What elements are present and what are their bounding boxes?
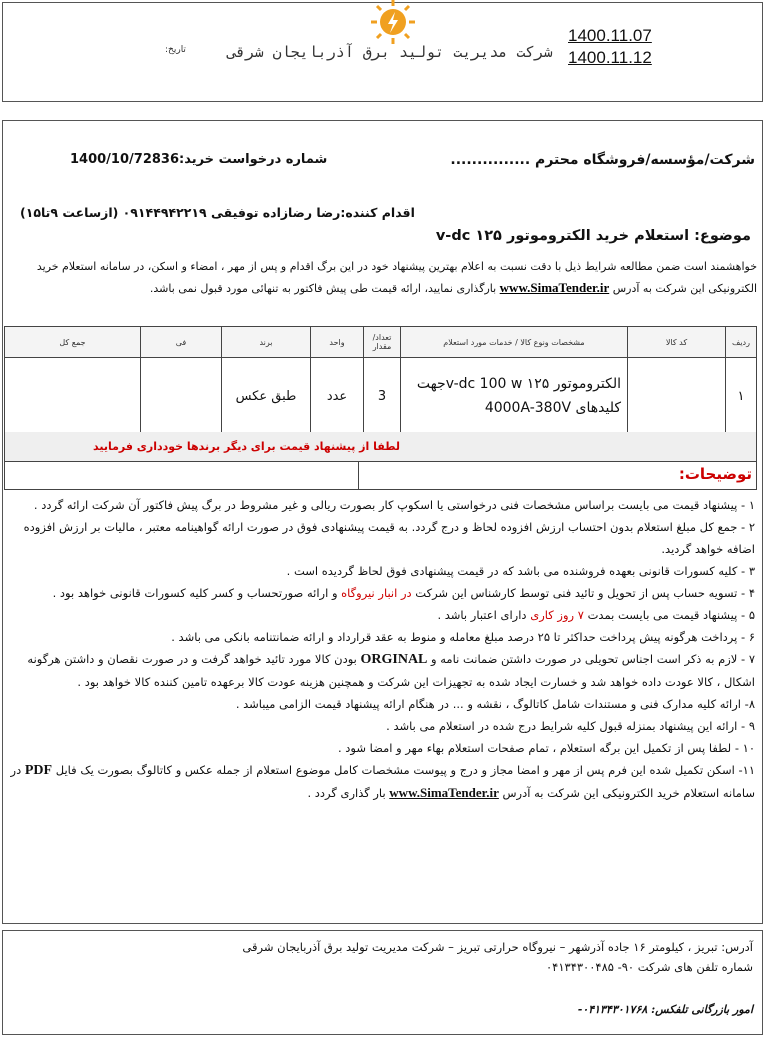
cell-description: الکتروموتور ۱۲۵ v-dc 100 wجهت کلیدهای 4000A-380V [401, 358, 628, 435]
addressee: شرکت/مؤسسه/فروشگاه محترم ............... [450, 152, 755, 168]
term-11-link[interactable]: www.SimaTender.ir [389, 785, 499, 800]
table-row [5, 358, 757, 435]
cell-brand: طبق عکس [222, 358, 311, 435]
term-5-part-b: دارای اعتبار باشد . [437, 608, 531, 622]
intro-text-1: خواهشمند است ضمن مطالعه شرایط ذیل با دقت نسبت به اعلام بهترین پیشنهاد خود در این برگ اقدام و پس از مهر ، امضاء و اسکن، در سامانه استعلام خرید الکترونیکی این شرکت به آدرس [36, 260, 757, 295]
explanations-divider [5, 462, 359, 490]
term-4-highlight: در انبار نیروگاه [341, 586, 412, 600]
term-5-part-a: ۵ - پیشنهاد قیمت می بایست بمدت [583, 608, 755, 622]
term-2: ۲ - جمع کل مبلغ استعلام بدون احتساب ارزش افزوده لحاظ و درج گردد. به قیمت پیشنهادی فوق در صورت ارائه گواهینامه معتبر ، مالیات بر ارزش افزوده اضافه خواهد گردید. [23, 520, 755, 556]
cell-row: ۱ [726, 358, 757, 435]
cell-qty: 3 [364, 358, 401, 435]
intro-text-2: بارگذاری نمایید، ارائه قیمت طی پیش فاکتور به تنهائی مورد قبول نمی باشد. [149, 282, 497, 295]
term-7-part-b: بودن کالا مورد تائید خواهد گرفت و در صورت نقصان و داشتن هرگونه اشکال ، کالا عودت داده خواهد شد و خسارت ایجاد شده به تجهیزات این شرکت و همچنین هزینه عودت کالا برعهده تامین کننده کالا خواهد بود . [27, 652, 755, 689]
table-header-row [5, 327, 757, 358]
term-5 [8, 604, 755, 626]
term-11-part-b: در سامانه استعلام خرید الکترونیکی این شرکت به آدرس [10, 763, 755, 800]
cell-total [5, 358, 141, 435]
date-2: 1400.11.12 [568, 48, 652, 67]
cell-code [628, 358, 726, 435]
term-4 [8, 582, 755, 604]
company-name: شرکت مدیریت تولید برق آذربایجان شرقی [227, 43, 553, 61]
term-7-part-a: ۷ - لازم به ذکر است اجناس تحویلی در صورت داشتن ضمانت نامه و [427, 652, 755, 666]
term-4-part-a: ۴ - تسویه حساب پس از تحویل و تائید فنی توسط کارشناس این شرکت [411, 586, 755, 600]
cell-unit: عدد [311, 358, 364, 435]
date-1: 1400.11.07 [568, 26, 652, 45]
th-unit: واحد [311, 327, 364, 358]
term-6: ۶ - پرداخت هرگونه پیش پرداخت حداکثر تا ۲۵ درصد مبلغ معامله و منوط به عقد قرارداد و ارائه ضمانتنامه بانکی می باشد . [171, 630, 755, 644]
items-table [4, 326, 757, 435]
footer-phone: شماره تلفن های شرکت ۹۰- ۰۴۱۳۴۳۰۰۴۸۵ [545, 960, 753, 974]
term-4-part-b: و ارائه صورتحساب و کسر کلیه کسورات قانونی خواهد بود . [52, 586, 342, 600]
term-11-part-c: بار گذاری گردد . [307, 786, 390, 800]
term-11-pdf: PDF [24, 763, 53, 778]
term-11-part-a: ۱۱- اسکن تکمیل شده این فرم پس از مهر و امضا مجاز و درج و پیوست مشخصات کامل موضوع استعلام از جمله عکس و کاتالوگ بصورت یک فایل [52, 763, 755, 777]
th-total: جمع کل [5, 327, 141, 358]
company-logo-icon [368, 0, 418, 44]
action-by: اقدام کننده:رضا رضازاده توفیقی ۰۹۱۴۴۹۴۲۲۱۹ (ازساعت ۹تا۱۵) [20, 205, 415, 220]
terms-list [8, 494, 755, 804]
term-11 [8, 759, 755, 804]
th-brand: برند [222, 327, 311, 358]
brand-note-row [4, 432, 757, 462]
term-10: ۱۰ - لطفا پس از تکمیل این برگه استعلام ، تمام صفحات استعلام بهاء مهر و امضا شود . [337, 741, 755, 755]
th-qty: تعداد/مقدار [364, 327, 401, 358]
brand-note: لطفا از پیشنهاد قیمت برای دیگر برندها خودداری فرمایید [92, 440, 400, 453]
request-number: شماره درخواست خرید:1400/10/72836 [70, 152, 328, 167]
intro-link[interactable]: www.SimaTender.ir [499, 280, 610, 295]
subject: موضوع: استعلام خرید الکتروموتور ۱۲۵ v-dc [435, 228, 751, 244]
term-1: ۱ - پیشنهاد قیمت می بایست براساس مشخصات فنی درخواستی یا اسکوپ کار بصورت ریالی و غیر مشروط در برگ پیش فاکتور آن شرکت ارائه گردد . [33, 498, 755, 512]
intro-paragraph [8, 256, 757, 299]
th-code: کد کالا [628, 327, 726, 358]
th-row: ردیف [726, 327, 757, 358]
term-5-highlight: ۷ روز کاری [530, 608, 584, 622]
date-label: تاریخ: [165, 45, 186, 55]
term-7-orginal: ORGINAL [360, 652, 428, 667]
explanations-row [4, 462, 757, 490]
term-9: ۹ - ارائه این پیشنهاد بمنزله قبول کلیه شرایط درج شده در استعلام می باشد . [386, 719, 755, 733]
footer-address: آدرس: تبریز ، کیلومتر ۱۶ جاده آذرشهر – نیروگاه حرارتی تبریز – شرکت مدیریت تولید برق آذربایجان شرقی [242, 940, 753, 954]
cell-price [141, 358, 222, 435]
th-price: فی [141, 327, 222, 358]
explanations-title: توضیحات: [678, 465, 752, 483]
term-7 [8, 648, 755, 693]
term-8: ۸- ارائه کلیه مدارک فنی و مستندات شامل کاتالوگ ، نقشه و ... در هنگام ارائه پیشنهاد قیمت الزامی میباشد . [235, 697, 755, 711]
th-description: مشخصات ونوع کالا / خدمات مورد استعلام [401, 327, 628, 358]
term-3: ۳ - کلیه کسورات قانونی بعهده فروشنده می باشد که در قیمت پیشنهادی فوق لحاظ گردیده است . [286, 564, 755, 578]
footer-commerce: امور بازرگانی تلفکس: ۰۴۱۳۴۳۰۱۷۶۸- [577, 1003, 753, 1016]
